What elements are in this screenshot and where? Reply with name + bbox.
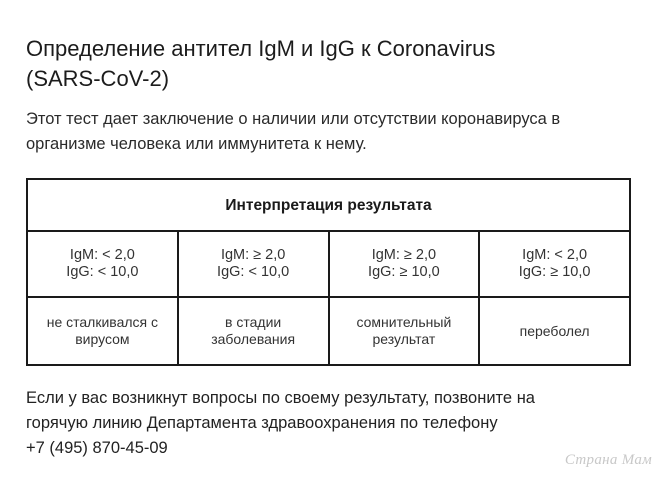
contact-line-1: Если у вас возникнут вопросы по своему результату, позвоните на [26, 389, 535, 407]
igg-value: IgG: ≥ 10,0 [518, 264, 591, 280]
igg-value: IgG: ≥ 10,0 [368, 264, 440, 280]
watermark-logo: Страна Мам [564, 452, 652, 468]
intro-line-2: организме человека или иммунитета к нему. [26, 135, 367, 153]
contact-line-2: горячую линию Департамента здравоохранения по телефону [26, 414, 498, 432]
values-cell-1 [27, 231, 178, 297]
outcome-cell-2 [178, 297, 329, 365]
outcome-line-2: заболевания [211, 331, 296, 347]
outcome-line-1: в стадии [225, 314, 282, 330]
table-header: Интерпретация результата [27, 179, 630, 231]
igg-value: IgG: < 10,0 [66, 264, 139, 280]
igm-value: IgM: ≥ 2,0 [371, 247, 437, 263]
igm-value: IgM: < 2,0 [69, 247, 135, 263]
outcome-row [27, 297, 630, 365]
igg-value: IgG: < 10,0 [217, 264, 290, 280]
intro-line-1: Этот тест дает заключение о наличии или отсутствии коронавируса в [26, 110, 561, 128]
igm-value: IgM: ≥ 2,0 [220, 247, 286, 263]
results-table [26, 178, 631, 366]
hotline-phone: +7 (495) 870-45-09 [26, 439, 168, 457]
table-header-row [27, 179, 630, 231]
outcome-line-2: вирусом [75, 331, 130, 347]
outcome-cell-3 [329, 297, 480, 365]
contact-note [26, 386, 636, 461]
igm-value: IgM: < 2,0 [522, 247, 588, 263]
values-cell-4 [479, 231, 630, 297]
outcome-cell-4 [479, 297, 630, 365]
outcome-line-1: не сталкивался с [46, 314, 159, 330]
outcome-line-2: результат [372, 331, 436, 347]
title-line-1: Определение антител IgM и IgG к Coronavirus [26, 36, 496, 61]
outcome-line-1: переболел [519, 322, 590, 339]
values-cell-2 [178, 231, 329, 297]
page-title [26, 34, 626, 94]
outcome-line-1: сомнительный [356, 314, 452, 330]
outcome-cell-1 [27, 297, 178, 365]
intro-text [26, 107, 636, 157]
title-line-2: (SARS-CoV-2) [26, 66, 170, 91]
antibody-values-row [27, 231, 630, 297]
values-cell-3 [329, 231, 480, 297]
